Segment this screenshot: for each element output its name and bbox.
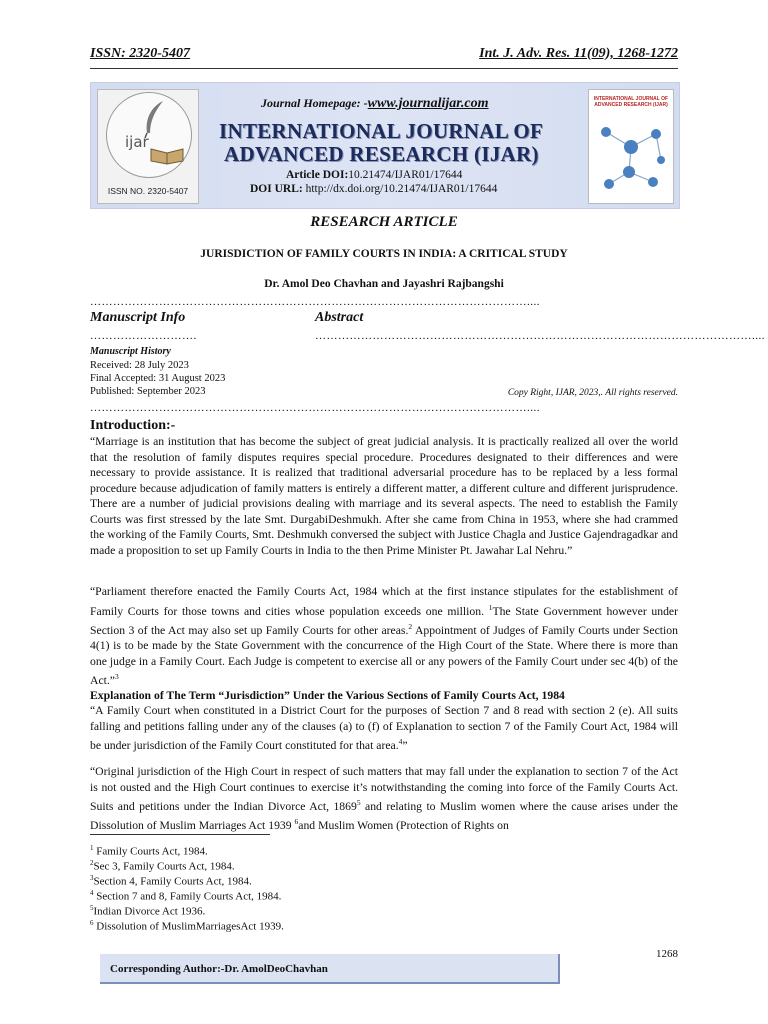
header-journal-ref: Int. J. Adv. Res. 11(09), 1268-1272 <box>479 46 678 61</box>
footnote <box>90 916 284 934</box>
footnote-text: Dissolution of MuslimMarriagesAct 1939. <box>93 920 284 933</box>
abstract-dots: …………………………………………………………………………………………………….... <box>315 330 765 342</box>
paragraph-4 <box>90 764 678 834</box>
manuscript-history-label: Manuscript History <box>90 346 171 357</box>
footnote-text: Sec 3, Family Courts Act, 1984. <box>93 860 235 873</box>
article-type: RESEARCH ARTICLE <box>310 214 458 230</box>
molecule-icon <box>591 112 671 200</box>
footnote-text: Section 4, Family Courts Act, 1984. <box>93 875 252 888</box>
p2-text-a: “Parliament therefore enacted the Family Courts Act, 1984 which at the first instance stipulates for the establishment of Family Courts for those towns and cities whose population exceeds one million. <box>90 585 678 618</box>
paragraph-1: “Marriage is an institution that has become the subject of great judicial analysis. It is practically realized all over the world that the resolution of family disputes requires special procedure. Procedures designated to their differences and were necessary to provide assistance. It is realized that traditional adversarial procedure has to be replaced by a less formal procedure because adjudication of family matters is entirely a different matter, a different culture and different jurisprudence. There are a number of judicial provisions dealing with marriage and its several aspects. The need to establish the Family Courts was first stressed by the late Smt. DurgabiDeshmukh. After she came from China in 1953, where she had crammed the working of the Family Courts, Smt. Deshmukh conversed the subject with Justice Chagla and Justice Gajendragadkar and made a proposition to set up Family Courts in India to the then Prime Minister Pt. Jawahar Lal Nehru.” <box>90 435 678 557</box>
journal-homepage <box>261 96 489 112</box>
p3-text-b: ” <box>402 738 408 752</box>
paragraph-2 <box>90 584 678 689</box>
manuscript-info-dots: ………………………. <box>90 330 197 342</box>
footnote-ref: 6 <box>294 817 299 827</box>
manuscript-info-heading: Manuscript Info <box>90 310 186 325</box>
footnote-ref: 1 <box>488 602 493 612</box>
p4-text-c: and Muslim Women (Protection of Rights on <box>298 819 509 833</box>
footnote-text: Indian Divorce Act 1936. <box>93 905 206 918</box>
header-rule <box>90 68 678 69</box>
p4-text-a: “Original jurisdiction of the High Court in respect of such matters that may fall under the explanation to section 7 of the Act is not ousted and the High Court continues to exercise it’s notwithstanding the coming into force of the Family Courts Act. Suits and petitions under the Indian Divorce Act, 1869 <box>90 765 678 813</box>
published-date: Published: September 2023 <box>90 386 206 397</box>
journal-title-line1: INTERNATIONAL JOURNAL OF <box>219 119 544 143</box>
footnote-ref: 2 <box>408 621 413 631</box>
footnote-text: Family Courts Act, 1984. <box>93 845 208 858</box>
corresponding-author-box: Corresponding Author:-Dr. AmolDeoChavhan <box>100 954 560 984</box>
footnote-rule <box>90 834 270 835</box>
logo-issn: ISSN NO. 2320-5407 <box>107 186 189 196</box>
footnote-number: 3 <box>90 874 94 882</box>
footnote-text: Section 7 and 8, Family Courts Act, 1984. <box>93 890 282 903</box>
homepage-link[interactable]: www.journalijar.com <box>367 96 489 111</box>
p2-text-c: Appointment of Judges of Family Courts under Section 4(1) is to be made by the State Government with the concurrence of the High Court of the State. Where there is more than one judge in a Family Court. Each Judge is competent to exercise all or any powers of the Family Court under sec 4(b) of the Act.” <box>90 623 678 688</box>
doi-url <box>250 183 497 195</box>
footnote-number: 2 <box>90 859 94 867</box>
header-issn: ISSN: 2320-5407 <box>90 46 190 61</box>
footnote-number: 1 <box>90 844 94 852</box>
copyright-notice: Copy Right, IJAR, 2023,. All rights reserved. <box>507 388 678 398</box>
journal-cover-image <box>588 89 674 204</box>
separator-dots: …………………………………………………………………………………………………….... <box>90 296 540 308</box>
journal-banner <box>90 82 680 209</box>
p3-text-a: “A Family Court when constituted in a District Court for the purposes of Section 7 and 8 read with section 2 (e). All suits falling and petitions falling under any of the clauses (a) to (f) of Explanation to section 7 of the Family Court Act, 1984 will be under jurisdiction of the Family Court constituted for that area. <box>90 704 678 752</box>
page-number: 1268 <box>656 948 678 960</box>
journal-title-line2: ADVANCED RESEARCH (IJAR) <box>224 142 539 166</box>
footnote-number: 5 <box>90 904 94 912</box>
p2-text-b: The State Government however under Section 3 of the Act may also set up Family Courts for other areas. <box>90 604 679 637</box>
paper-title: JURISDICTION OF FAMILY COURTS IN INDIA: A CRITICAL STUDY <box>200 248 568 260</box>
doi-url-link[interactable]: http://dx.doi.org/10.21474/IJAR01/17644 <box>305 183 498 195</box>
paper-authors: Dr. Amol Deo Chavhan and Jayashri Rajbangshi <box>264 278 504 290</box>
homepage-label: Journal Homepage: - <box>261 96 368 110</box>
article-doi <box>286 169 462 181</box>
section-subheading: Explanation of The Term “Jurisdiction” Under the Various Sections of Family Courts Act, 1984 <box>90 689 565 702</box>
logo-circle <box>106 92 192 178</box>
logo-text: ijar <box>125 133 149 151</box>
footnote-number: 4 <box>90 889 94 897</box>
paragraph-3 <box>90 703 678 753</box>
received-date: Received: 28 July 2023 <box>90 360 189 371</box>
footnote-number: 6 <box>90 919 94 927</box>
footnote-ref: 3 <box>114 672 119 682</box>
separator-dots: …………………………………………………………………………………………………….... <box>90 402 540 414</box>
footnote-ref: 5 <box>356 798 361 807</box>
abstract-heading: Abstract <box>315 310 364 325</box>
doi-value: 10.21474/IJAR01/17644 <box>348 169 463 181</box>
cover-title: INTERNATIONAL JOURNAL OF ADVANCED RESEARCH (IJAR) <box>593 96 669 108</box>
book-icon <box>149 143 185 165</box>
journal-logo <box>97 89 199 204</box>
doi-label: Article DOI: <box>286 169 349 181</box>
introduction-heading: Introduction:- <box>90 418 176 433</box>
footnote-ref: 4 <box>398 737 403 746</box>
accepted-date: Final Accepted: 31 August 2023 <box>90 373 226 384</box>
doi-url-label: DOI URL: <box>250 183 303 195</box>
p4-text-b: and relating to Muslim women where the cause arises under the Dissolution of Muslim Marriages Act 1939 <box>90 799 678 833</box>
